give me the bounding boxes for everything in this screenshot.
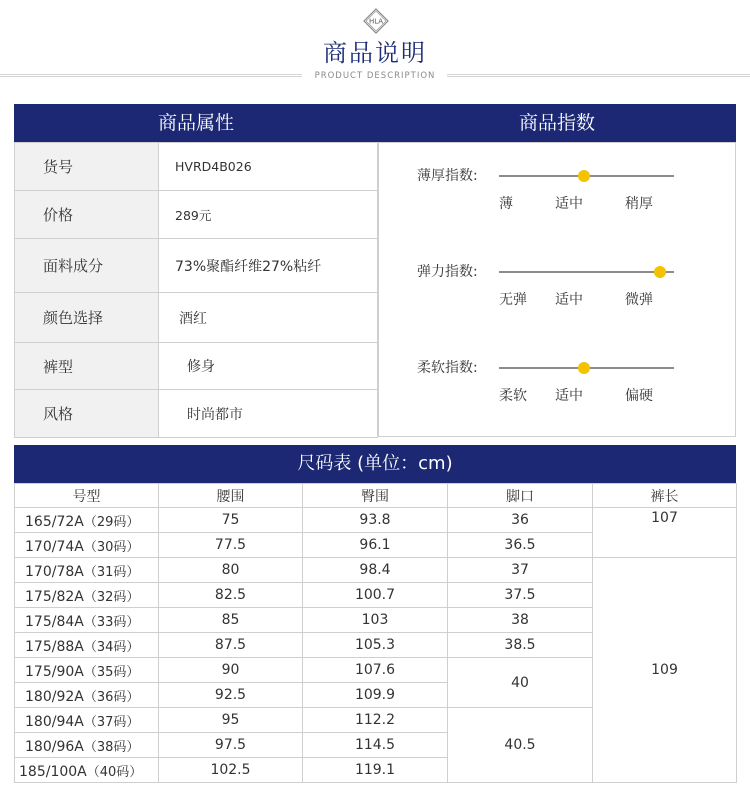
length-cell: 107: [593, 508, 737, 558]
size-cell: 175/82A（32码）: [15, 583, 159, 608]
index-tick-high: 偏硬: [625, 388, 653, 404]
attr-row-style: [15, 390, 378, 438]
svg-text:HLA: HLA: [368, 17, 384, 26]
index-label: 弹力指数:: [417, 264, 478, 280]
attr-row-price: [15, 191, 378, 239]
hip-cell: 112.2: [303, 708, 448, 733]
attr-label: 货号: [15, 143, 159, 191]
waist-cell: 102.5: [159, 758, 303, 783]
column-header-size: 号型: [15, 484, 159, 508]
column-header-length: 裤长: [593, 484, 737, 508]
hip-cell: 98.4: [303, 558, 448, 583]
attributes-table: [14, 142, 378, 438]
attr-value: 酒红: [159, 293, 378, 343]
hem-cell: 36.5: [448, 533, 593, 558]
attr-value: 289元: [159, 191, 378, 239]
waist-cell: 97.5: [159, 733, 303, 758]
size-cell: 175/90A（35码）: [15, 658, 159, 683]
index-tick-high: 稍厚: [625, 196, 653, 212]
size-table-header-row: [15, 484, 737, 508]
index-tick-low: 无弹: [499, 292, 527, 308]
indices-heading: 商品指数: [378, 104, 736, 142]
waist-cell: 92.5: [159, 683, 303, 708]
table-row: [15, 508, 737, 533]
attr-value: HVRD4B026: [159, 143, 378, 191]
hip-cell: 105.3: [303, 633, 448, 658]
index-tick-high: 微弹: [625, 292, 653, 308]
size-cell: 175/88A（34码）: [15, 633, 159, 658]
size-cell: 175/84A（33码）: [15, 608, 159, 633]
attr-label: 裤型: [15, 343, 159, 390]
attr-row-color: [15, 293, 378, 343]
hem-cell: 40.5: [448, 708, 593, 783]
index-tick-mid: 适中: [555, 388, 583, 404]
index-level-dot: [654, 266, 666, 278]
index-label: 柔软指数:: [417, 360, 478, 376]
index-level-dot: [578, 362, 590, 374]
hla-logo: [363, 8, 389, 34]
size-table-heading: 尺码表 (单位：cm): [14, 445, 736, 483]
table-row: [15, 558, 737, 583]
length-cell: 109: [593, 558, 737, 783]
indices-panel: [378, 142, 736, 437]
page-subtitle: PRODUCT DESCRIPTION: [314, 71, 436, 81]
waist-cell: 77.5: [159, 533, 303, 558]
column-header-hip: 臀围: [303, 484, 448, 508]
attr-label: 价格: [15, 191, 159, 239]
page-title: 商品说明: [323, 39, 427, 67]
hem-cell: 37.5: [448, 583, 593, 608]
size-cell: 180/94A（37码）: [15, 708, 159, 733]
index-tick-low: 柔软: [499, 388, 527, 404]
index-level-dot: [578, 170, 590, 182]
hip-cell: 109.9: [303, 683, 448, 708]
size-table: [14, 483, 737, 783]
attributes-heading: 商品属性: [14, 104, 378, 142]
hip-cell: 103: [303, 608, 448, 633]
hem-cell: 38.5: [448, 633, 593, 658]
hip-cell: 93.8: [303, 508, 448, 533]
attr-label: 颜色选择: [15, 293, 159, 343]
attr-row-fabric: [15, 239, 378, 293]
attr-row-item-no: [15, 143, 378, 191]
index-tick-mid: 适中: [555, 292, 583, 308]
attr-value: 73%聚酯纤维27%粘纤: [159, 239, 378, 293]
attr-value: 时尚都市: [159, 390, 378, 438]
attr-row-fit: [15, 343, 378, 390]
index-tick-mid: 适中: [555, 196, 583, 212]
waist-cell: 95: [159, 708, 303, 733]
hem-cell: 36: [448, 508, 593, 533]
waist-cell: 90: [159, 658, 303, 683]
hem-cell: 38: [448, 608, 593, 633]
waist-cell: 75: [159, 508, 303, 533]
hem-cell: 40: [448, 658, 593, 708]
size-cell: 165/72A（29码）: [15, 508, 159, 533]
index-tick-low: 薄: [499, 196, 513, 212]
size-cell: 170/74A（30码）: [15, 533, 159, 558]
size-cell: 185/100A（40码）: [15, 758, 159, 783]
waist-cell: 80: [159, 558, 303, 583]
hip-cell: 96.1: [303, 533, 448, 558]
hip-cell: 107.6: [303, 658, 448, 683]
index-label: 薄厚指数:: [417, 168, 478, 184]
waist-cell: 85: [159, 608, 303, 633]
attr-value: 修身: [159, 343, 378, 390]
hip-cell: 100.7: [303, 583, 448, 608]
column-header-waist: 腰围: [159, 484, 303, 508]
attr-label: 风格: [15, 390, 159, 438]
hip-cell: 119.1: [303, 758, 448, 783]
waist-cell: 87.5: [159, 633, 303, 658]
waist-cell: 82.5: [159, 583, 303, 608]
column-header-hem: 脚口: [448, 484, 593, 508]
hip-cell: 114.5: [303, 733, 448, 758]
attr-label: 面料成分: [15, 239, 159, 293]
index-scale-line: [499, 271, 674, 273]
size-cell: 180/96A（38码）: [15, 733, 159, 758]
hem-cell: 37: [448, 558, 593, 583]
size-cell: 180/92A（36码）: [15, 683, 159, 708]
size-cell: 170/78A（31码）: [15, 558, 159, 583]
